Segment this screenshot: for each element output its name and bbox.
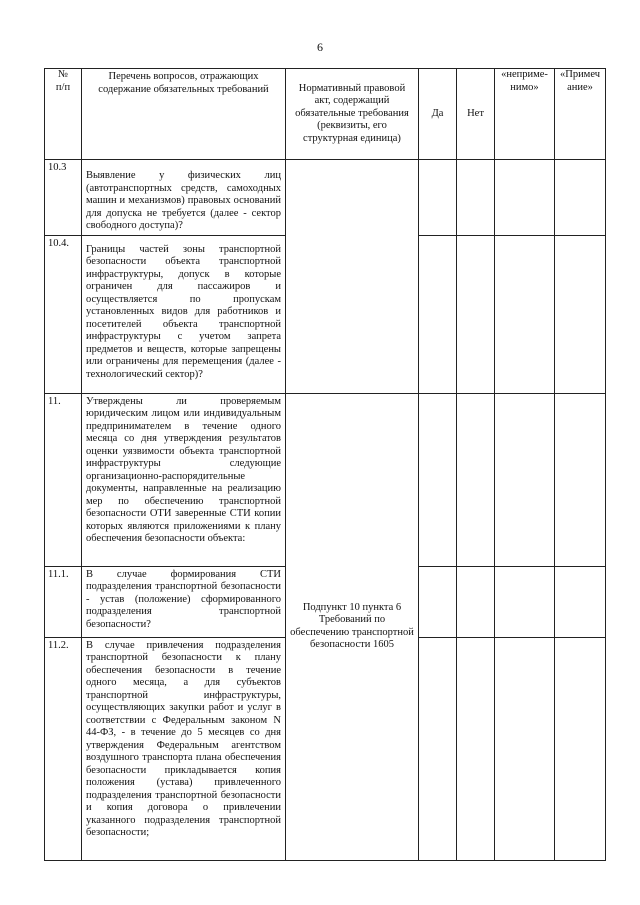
answer-no-cell[interactable]	[457, 160, 495, 236]
requirements-checklist-table	[44, 68, 606, 861]
not-applicable-cell[interactable]	[495, 566, 555, 637]
header-normative-act: Нормативный правовой акт, содержащий обязательные требования (реквизиты, его структурная единица)	[286, 69, 419, 160]
normative-cell-empty	[286, 160, 419, 394]
answer-no-cell[interactable]	[457, 235, 495, 393]
row-question: В случае формирования СТИ подразделения транспортной безопасности - устав (положение) сформированного подразделения транспортной безопасности?	[82, 566, 286, 637]
row-number: 11.1.	[45, 566, 82, 637]
page-number: 6	[317, 40, 323, 54]
row-question: В случае привлечения подразделения транспортной безопасности к плану обеспечения безопасности в течение одного месяца, а для субъектов транспортной инфраструктуры, осуществляющих закупки работ и услуг в соответствии с Федеральным законом N 44-ФЗ, - в течение до 5 месяцев со дня утверждения Федеральным агентством воздушного транспорта плана обеспечения безопасности прикладывается копия положения (устава) привлеченного подразделения транспортной безопасности и копия договора о привлечении указанного подразделения транспортной безопасности;	[82, 637, 286, 860]
row-number: 10.3	[45, 160, 82, 236]
answer-no-cell[interactable]	[457, 637, 495, 860]
header-no: Нет	[457, 69, 495, 160]
not-applicable-cell[interactable]	[495, 160, 555, 236]
not-applicable-cell[interactable]	[495, 637, 555, 860]
normative-act-cell: Подпункт 10 пункта 6 Требований по обеспечению транспортной безопасности 1605	[286, 393, 419, 860]
table-header-row	[45, 69, 606, 160]
header-not-applicable: «неприме-нимо»	[495, 69, 555, 160]
note-cell[interactable]	[555, 637, 606, 860]
answer-yes-cell[interactable]	[419, 637, 457, 860]
row-number: 11.2.	[45, 637, 82, 860]
not-applicable-cell[interactable]	[495, 235, 555, 393]
answer-yes-cell[interactable]	[419, 160, 457, 236]
answer-yes-cell[interactable]	[419, 566, 457, 637]
note-cell[interactable]	[555, 160, 606, 236]
header-note: «Примеч ание»	[555, 69, 606, 160]
answer-no-cell[interactable]	[457, 393, 495, 566]
row-number: 10.4.	[45, 235, 82, 393]
header-question: Перечень вопросов, отражающих содержание обязательных требований	[82, 69, 286, 160]
row-number: 11.	[45, 393, 82, 566]
row-question: Границы частей зоны транспортной безопасности объекта транспортной инфраструктуры, допуск в которые ограничен для пассажиров и осуществляется по пропускам установленных видов для работников и посетителей объекта транспортной инфраструктуры с учетом запрета предметов и веществ, которые запрещены или ограничены для перемещения (далее - технологический сектор)?	[82, 235, 286, 393]
row-question: Утверждены ли проверяемым юридическим лицом или индивидуальным предпринимателем в течение одного месяца со дня утверждения результатов оценки уязвимости объекта транспортной инфраструктуры следующие организационно-распорядительные документы, направленные на реализацию мер по обеспечению транспортной безопасности ОТИ заверенные СТИ копии которых являются приложениями к плану обеспечения безопасности объекта:	[82, 393, 286, 566]
header-num: № п/п	[45, 69, 82, 160]
answer-no-cell[interactable]	[457, 566, 495, 637]
not-applicable-cell[interactable]	[495, 393, 555, 566]
table-row	[45, 160, 606, 236]
table-row	[45, 393, 606, 566]
row-question: Выявление у физических лиц (автотранспортных средств, самоходных машин и механизмов) правовых оснований для допуска не требуется (далее - сектор свободного доступа)?	[82, 160, 286, 236]
answer-yes-cell[interactable]	[419, 393, 457, 566]
answer-yes-cell[interactable]	[419, 235, 457, 393]
header-yes: Да	[419, 69, 457, 160]
note-cell[interactable]	[555, 393, 606, 566]
note-cell[interactable]	[555, 566, 606, 637]
note-cell[interactable]	[555, 235, 606, 393]
